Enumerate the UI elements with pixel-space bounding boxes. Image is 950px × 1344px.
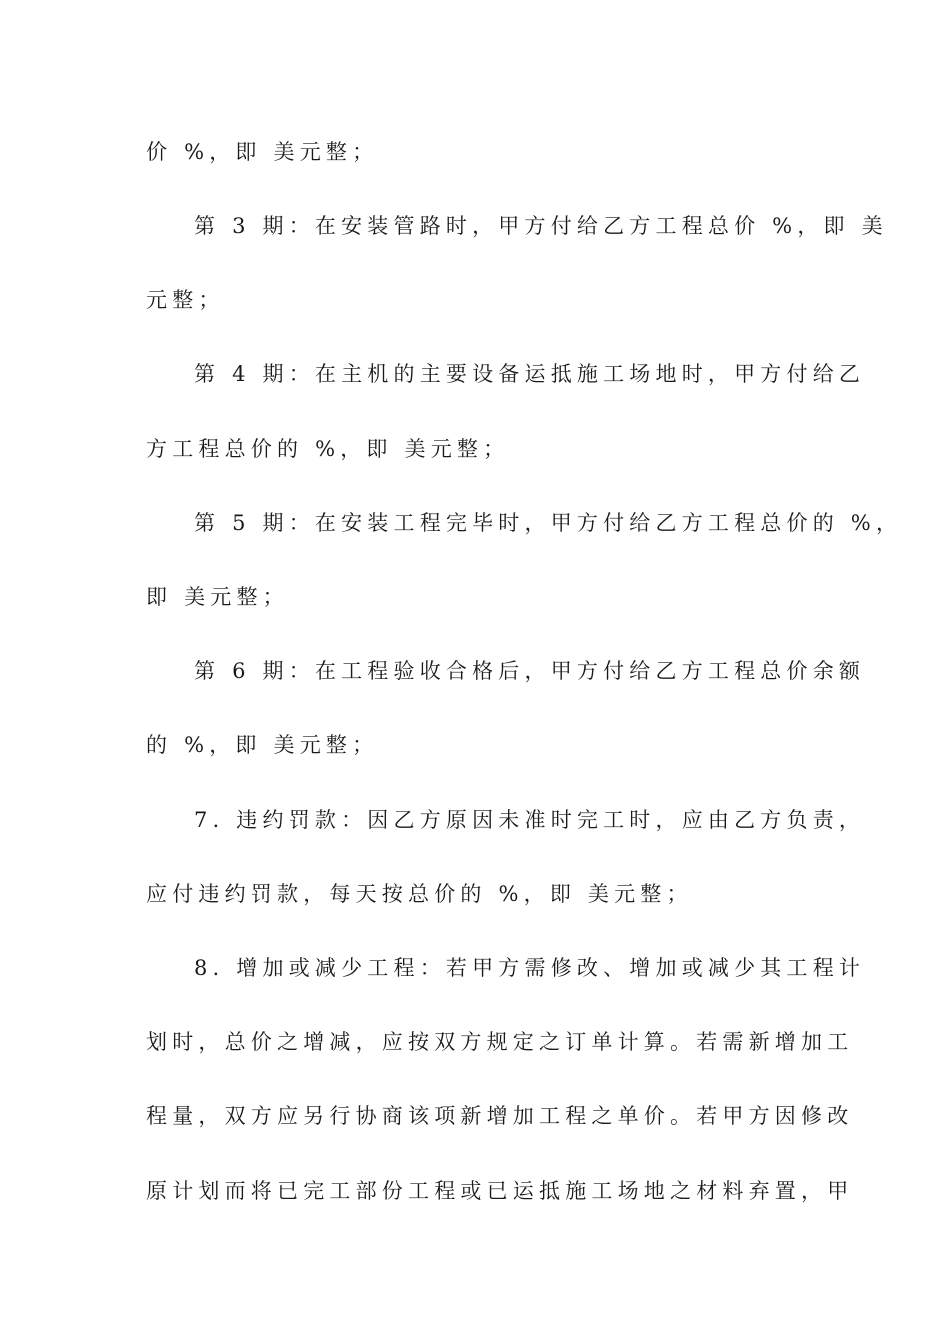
text-line: 应付违约罚款，每天按总价的 %，即 美元整； — [146, 882, 693, 906]
text-line: 元整； — [146, 288, 225, 312]
text-line: 划时，总价之增减，应按双方规定之订单计算。若需新增加工 — [146, 1030, 854, 1054]
paragraph-line: 第 4 期：在主机的主要设备运抵施工场地时，甲方付给乙 — [194, 362, 866, 386]
text-line: 的 %，即 美元整； — [146, 733, 379, 757]
paragraph-line: 第 3 期：在安装管路时，甲方付给乙方工程总价 %，即 美 — [194, 214, 888, 238]
text-line: 价 %，即 美元整； — [146, 140, 379, 164]
text-line: 即 美元整； — [146, 585, 289, 609]
paragraph-line: 7. 违约罚款：因乙方原因未准时完工时，应由乙方负责， — [194, 808, 866, 832]
paragraph-line: 8. 增加或减少工程：若甲方需修改、增加或减少其工程计 — [194, 956, 866, 980]
text-line: 方工程总价的 %，即 美元整； — [146, 437, 510, 461]
paragraph-line: 第 5 期：在安装工程完毕时，甲方付给乙方工程总价的 %， — [194, 511, 903, 535]
paragraph-line: 第 6 期：在工程验收合格后，甲方付给乙方工程总价余额 — [194, 659, 866, 683]
text-line: 原计划而将已完工部份工程或已运抵施工场地之材料弃置，甲 — [146, 1179, 854, 1203]
text-line: 程量，双方应另行协商该项新增加工程之单价。若甲方因修改 — [146, 1104, 854, 1128]
